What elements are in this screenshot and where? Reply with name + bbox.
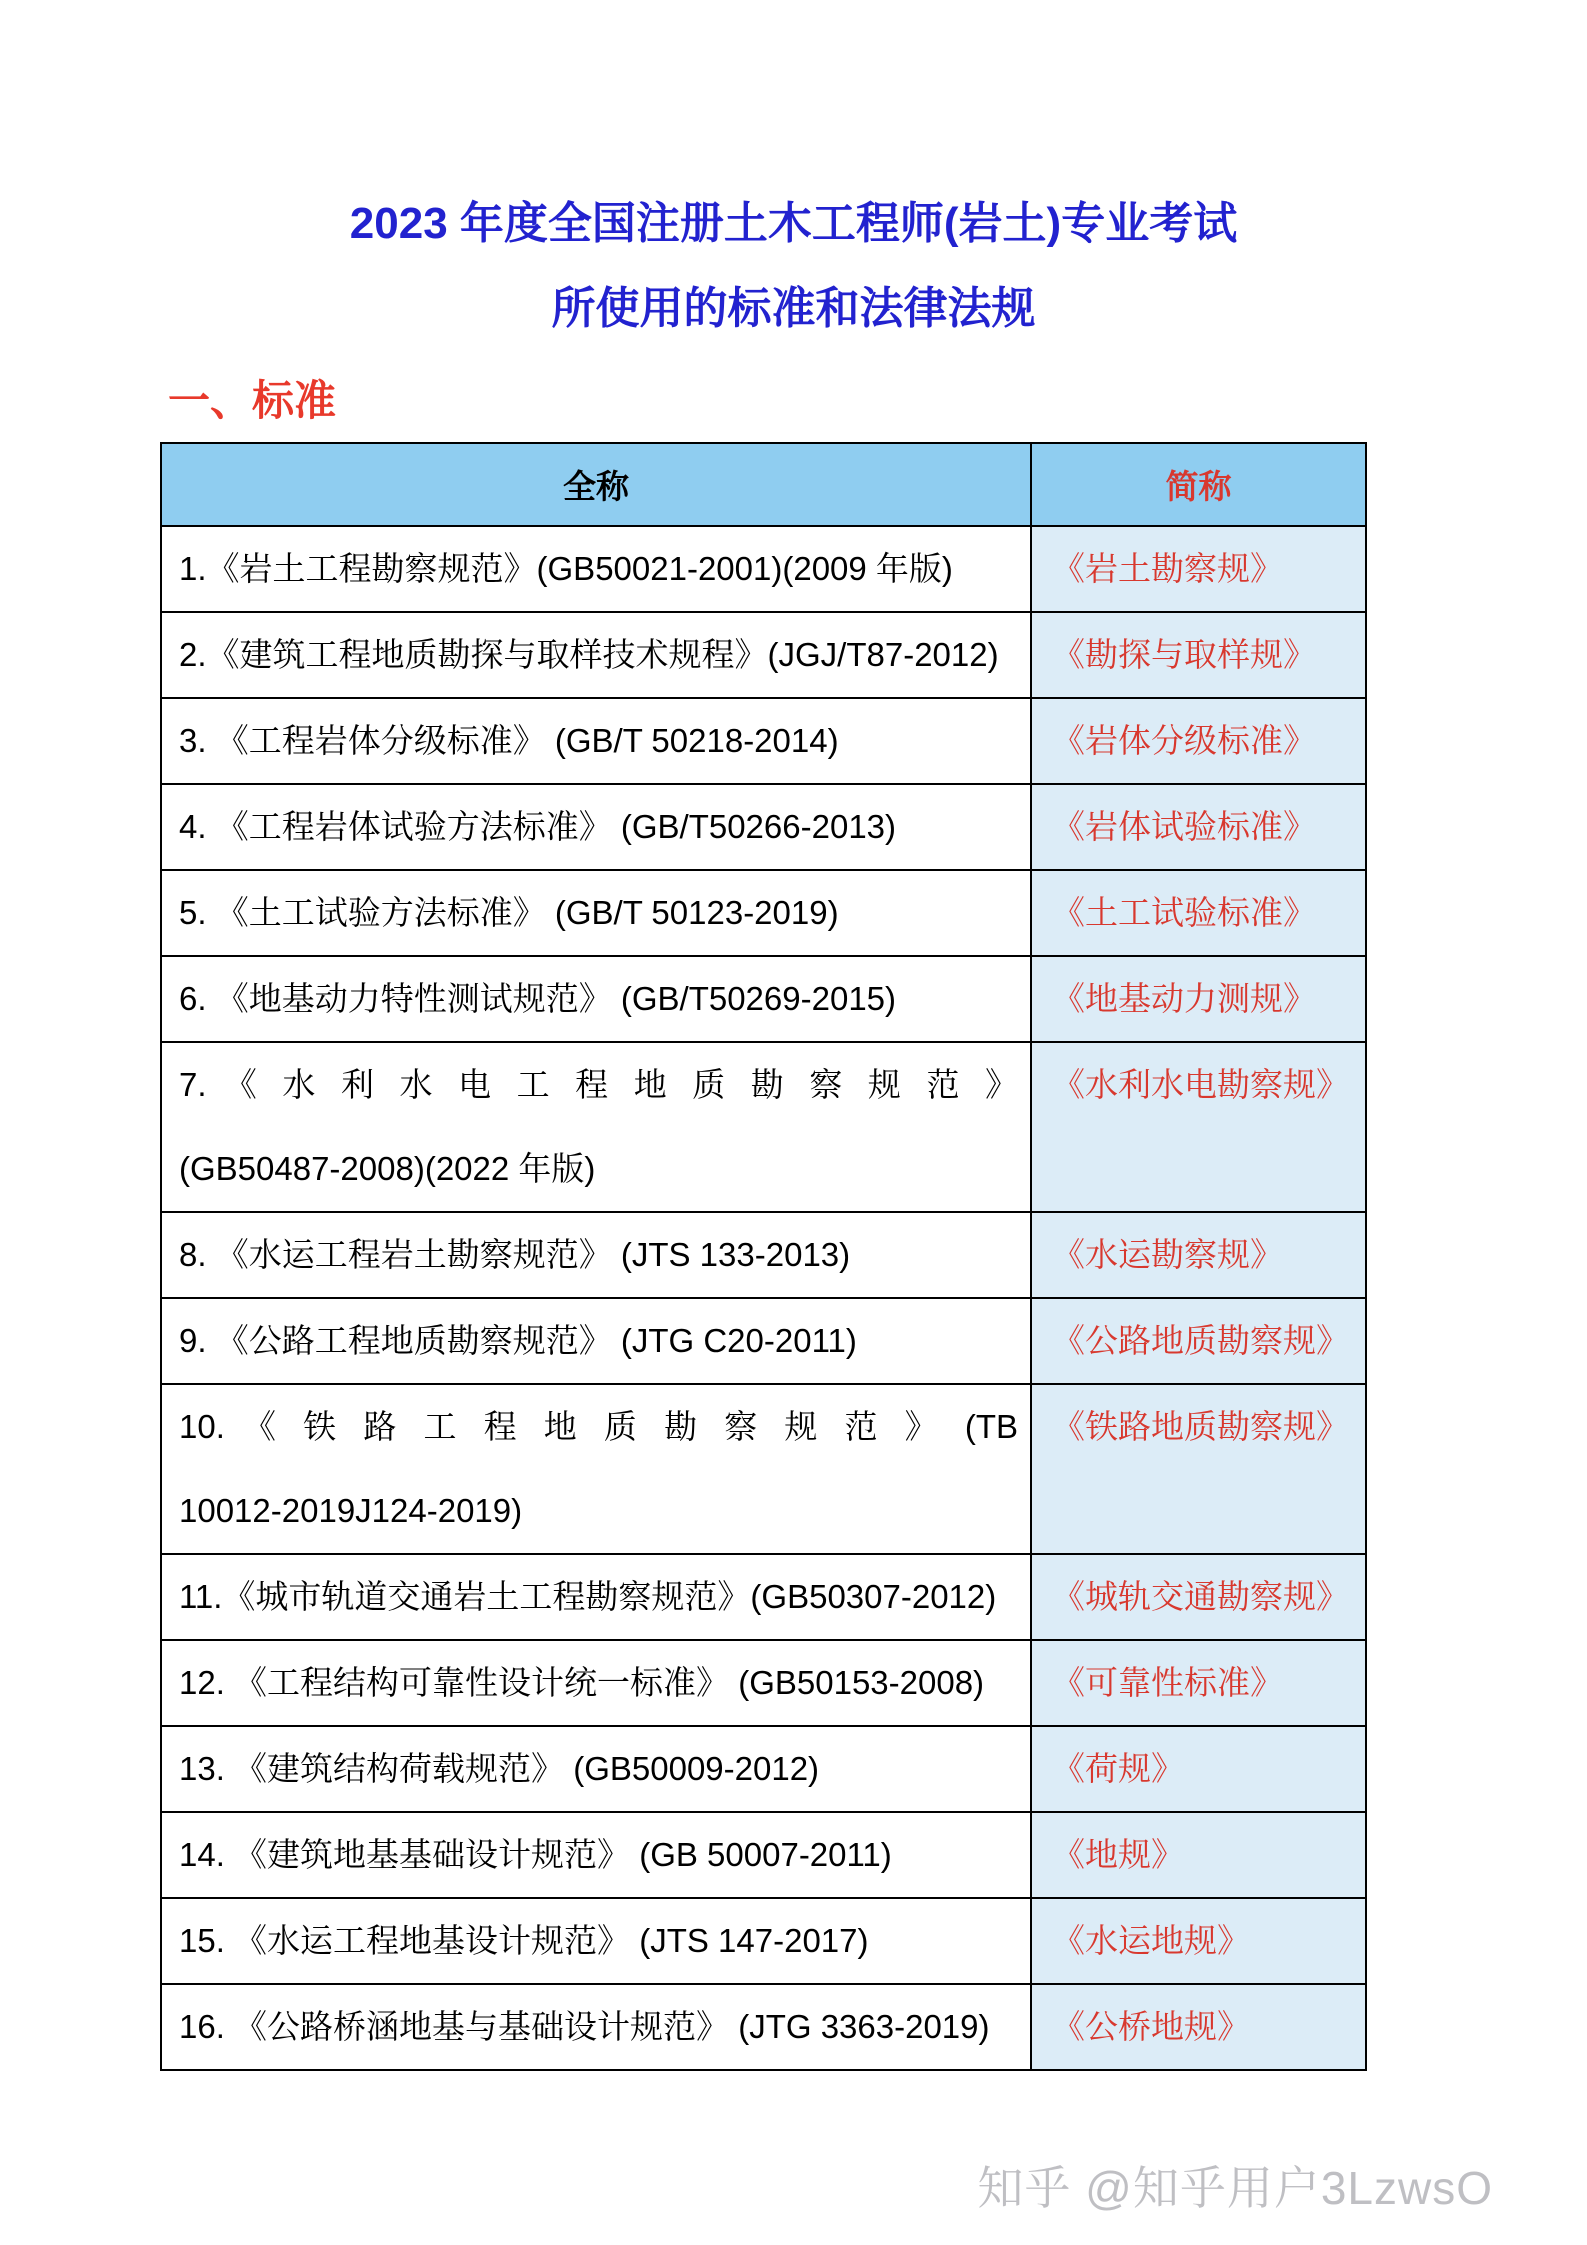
standard-full-name-line: 6. 《地基动力特性测试规范》 (GB/T50269-2015) <box>179 979 897 1017</box>
standard-full-name-cell <box>161 1984 1031 2070</box>
standard-abbreviation-text: 《水运勘察规》 <box>1052 1235 1283 1273</box>
section-heading: 一、标准 <box>168 376 337 424</box>
standard-full-name-cell <box>161 1212 1031 1298</box>
standard-abbreviation-text: 《地基动力测规》 <box>1052 979 1316 1017</box>
standard-abbreviation-cell <box>1031 698 1366 784</box>
standard-abbreviation-text: 《荷规》 <box>1052 1749 1184 1787</box>
standard-abbreviation-cell <box>1031 1554 1366 1640</box>
standard-full-name-cell <box>161 612 1031 698</box>
standard-full-name-cell <box>161 526 1031 612</box>
standard-full-name-cell <box>161 1812 1031 1898</box>
document-title-line2: 所使用的标准和法律法规 <box>551 283 1036 333</box>
standard-abbreviation-text: 《岩体分级标准》 <box>1052 721 1316 759</box>
standard-abbreviation-cell <box>1031 526 1366 612</box>
standard-abbreviation-text: 《岩土勘察规》 <box>1052 549 1283 587</box>
standard-full-name-cell <box>161 870 1031 956</box>
standard-full-name-line: 12. 《工程结构可靠性设计统一标准》 (GB50153-2008) <box>179 1663 985 1701</box>
standard-abbreviation-text: 《土工试验标准》 <box>1052 893 1316 931</box>
standard-full-name-line: 2.《建筑工程地质勘探与取样技术规程》(JGJ/T87-2012) <box>179 635 999 673</box>
standard-full-name-line: 9. 《公路工程地质勘察规范》 (JTG C20-2011) <box>179 1321 857 1359</box>
standard-full-name-line: (GB50487-2008)(2022 年版) <box>179 1149 596 1187</box>
standard-full-name-line: 5. 《土工试验方法标准》 (GB/T 50123-2019) <box>179 893 839 931</box>
standard-abbreviation-cell <box>1031 956 1366 1042</box>
standard-full-name-cell <box>161 784 1031 870</box>
table-row <box>161 1298 1366 1384</box>
table-row <box>161 1384 1366 1554</box>
table-row <box>161 870 1366 956</box>
standard-abbreviation-cell <box>1031 1384 1366 1554</box>
standard-full-name-cell <box>161 1554 1031 1640</box>
standard-full-name-cell <box>161 1384 1031 1554</box>
standard-full-name-line: 3. 《工程岩体分级标准》 (GB/T 50218-2014) <box>179 721 839 759</box>
standard-full-name-line: 7. 《 水 利 水 电 工 程 地 质 勘 察 规 范 》 <box>179 1065 1018 1103</box>
standard-abbreviation-text: 《公桥地规》 <box>1052 2007 1250 2045</box>
table-row <box>161 784 1366 870</box>
standard-full-name-line: 14. 《建筑地基基础设计规范》 (GB 50007-2011) <box>179 1835 892 1873</box>
standard-abbreviation-cell <box>1031 612 1366 698</box>
table-row <box>161 1212 1366 1298</box>
standard-abbreviation-text: 《地规》 <box>1052 1835 1184 1873</box>
document-title-line1: 2023 年度全国注册土木工程师(岩土)专业考试 <box>349 199 1238 248</box>
standard-full-name-cell <box>161 1726 1031 1812</box>
column-header-full-name: 全称 <box>161 443 1031 526</box>
standard-abbreviation-cell <box>1031 1212 1366 1298</box>
standard-abbreviation-text: 《水利水电勘察规》 <box>1052 1065 1349 1103</box>
standard-abbreviation-cell <box>1031 1726 1366 1812</box>
standard-abbreviation-cell <box>1031 1640 1366 1726</box>
standard-full-name-line: 16. 《公路桥涵地基与基础设计规范》 (JTG 3363-2019) <box>179 2007 990 2045</box>
standard-abbreviation-cell <box>1031 870 1366 956</box>
standard-full-name-line: 4. 《工程岩体试验方法标准》 (GB/T50266-2013) <box>179 807 897 845</box>
standard-full-name-cell <box>161 1042 1031 1212</box>
column-header-abbreviation: 简称 <box>1031 443 1366 526</box>
table-row <box>161 1812 1366 1898</box>
standard-full-name-cell <box>161 1298 1031 1384</box>
standard-abbreviation-cell <box>1031 1298 1366 1384</box>
standard-abbreviation-text: 《可靠性标准》 <box>1052 1663 1283 1701</box>
table-row <box>161 1726 1366 1812</box>
standard-full-name-line: 10012-2019J124-2019) <box>179 1491 523 1529</box>
table-row <box>161 1554 1366 1640</box>
table-row <box>161 526 1366 612</box>
standard-full-name-line: 13. 《建筑结构荷载规范》 (GB50009-2012) <box>179 1749 820 1787</box>
standard-full-name-line: 10. 《 铁 路 工 程 地 质 勘 察 规 范 》 (TB <box>179 1407 1018 1445</box>
standard-full-name-cell <box>161 1898 1031 1984</box>
standard-abbreviation-text: 《勘探与取样规》 <box>1052 635 1316 673</box>
standard-full-name-line: 15. 《水运工程地基设计规范》 (JTS 147-2017) <box>179 1921 869 1959</box>
table-row <box>161 612 1366 698</box>
watermark: 知乎 @知乎用户3LzwsO <box>977 2162 1493 2214</box>
standard-abbreviation-text: 《城轨交通勘察规》 <box>1052 1577 1349 1615</box>
standard-abbreviation-cell <box>1031 1812 1366 1898</box>
standard-full-name-line: 1.《岩土工程勘察规范》(GB50021-2001)(2009 年版) <box>179 549 953 587</box>
standard-full-name-line: 11.《城市轨道交通岩土工程勘察规范》(GB50307-2012) <box>179 1577 997 1615</box>
table-row <box>161 1042 1366 1212</box>
standard-abbreviation-cell <box>1031 1984 1366 2070</box>
table-row <box>161 698 1366 784</box>
standard-abbreviation-text: 《铁路地质勘察规》 <box>1052 1407 1349 1445</box>
standard-abbreviation-text: 《公路地质勘察规》 <box>1052 1321 1349 1359</box>
table-row <box>161 956 1366 1042</box>
standard-abbreviation-text: 《水运地规》 <box>1052 1921 1250 1959</box>
standards-table <box>160 442 1367 2071</box>
standard-abbreviation-cell <box>1031 1042 1366 1212</box>
table-row <box>161 1640 1366 1726</box>
standard-full-name-cell <box>161 956 1031 1042</box>
standard-abbreviation-cell <box>1031 784 1366 870</box>
standard-full-name-cell <box>161 698 1031 784</box>
table-row <box>161 1898 1366 1984</box>
standard-full-name-cell <box>161 1640 1031 1726</box>
standard-full-name-line: 8. 《水运工程岩土勘察规范》 (JTS 133-2013) <box>179 1235 851 1273</box>
table-row <box>161 1984 1366 2070</box>
table-header-row <box>161 443 1366 526</box>
standard-abbreviation-cell <box>1031 1898 1366 1984</box>
standard-abbreviation-text: 《岩体试验标准》 <box>1052 807 1316 845</box>
